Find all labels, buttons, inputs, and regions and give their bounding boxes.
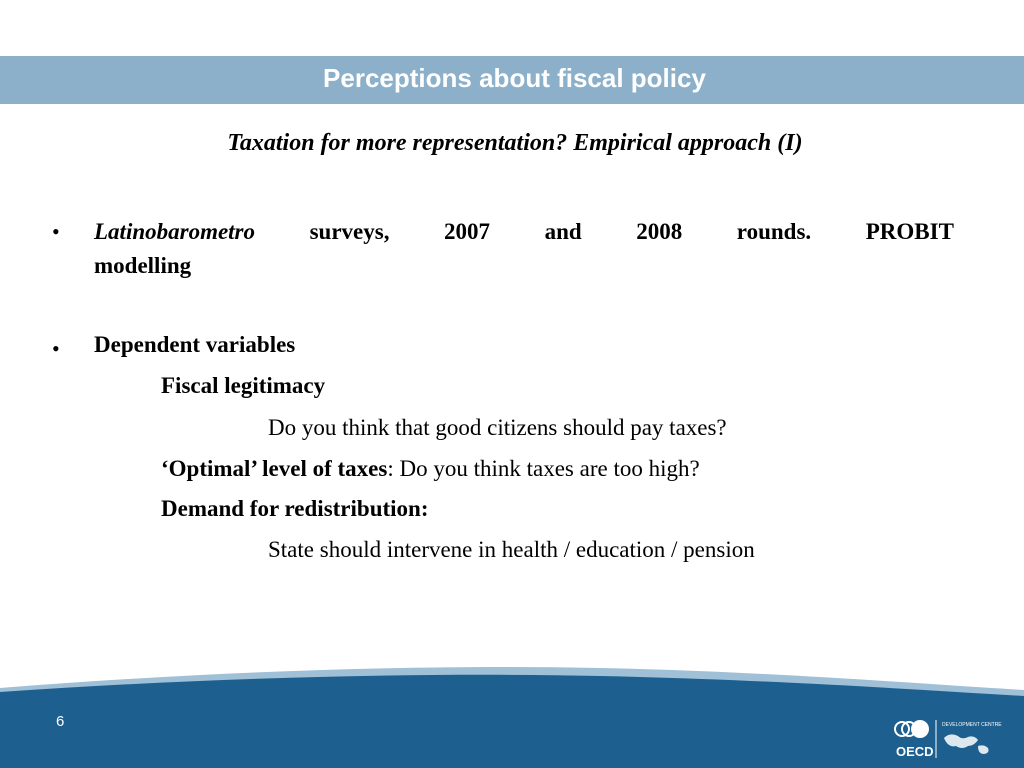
slide-subtitle: Taxation for more representation? Empirical approach (I) <box>227 130 803 156</box>
word: PROBIT <box>865 219 954 244</box>
oecd-logo-icon <box>892 716 1012 762</box>
footer-wave <box>0 650 1024 768</box>
word: surveys, <box>309 219 390 244</box>
word: 2008 <box>636 219 683 244</box>
redistribution-text: State should intervene in health / education / pension <box>268 537 755 562</box>
optimal-level-line <box>161 456 700 482</box>
bullet-survey-line1 <box>94 215 954 249</box>
fiscal-legitimacy-label: Fiscal legitimacy <box>161 373 326 398</box>
slide-title: Perceptions about fiscal policy <box>323 63 706 93</box>
bullet-marker-2: • <box>52 336 60 361</box>
survey-name: Latinobarometro <box>94 219 256 244</box>
dev-centre-text: DEVELOPMENT CENTRE <box>942 722 1002 728</box>
good-citizens-question: Do you think that good citizens should pay taxes? <box>268 415 727 440</box>
word: rounds. <box>736 219 812 244</box>
dependent-variables-heading: Dependent variables <box>94 332 296 357</box>
redistribution-label: Demand for redistribution: <box>161 496 429 521</box>
optimal-level-label: ‘Optimal’ level of taxes <box>161 456 388 481</box>
optimal-level-question: : Do you think taxes are too high? <box>387 456 700 481</box>
word: and <box>544 219 582 244</box>
title-bar <box>0 56 1024 104</box>
oecd-logo-text: OECD <box>896 744 934 759</box>
footer-wave-dark <box>0 675 1024 768</box>
page-number: 6 <box>56 713 65 730</box>
bullet-survey-line2: modelling <box>94 253 192 278</box>
bullet-survey <box>94 215 954 283</box>
word: 2007 <box>444 219 491 244</box>
bullet-marker-1: • <box>52 219 60 244</box>
